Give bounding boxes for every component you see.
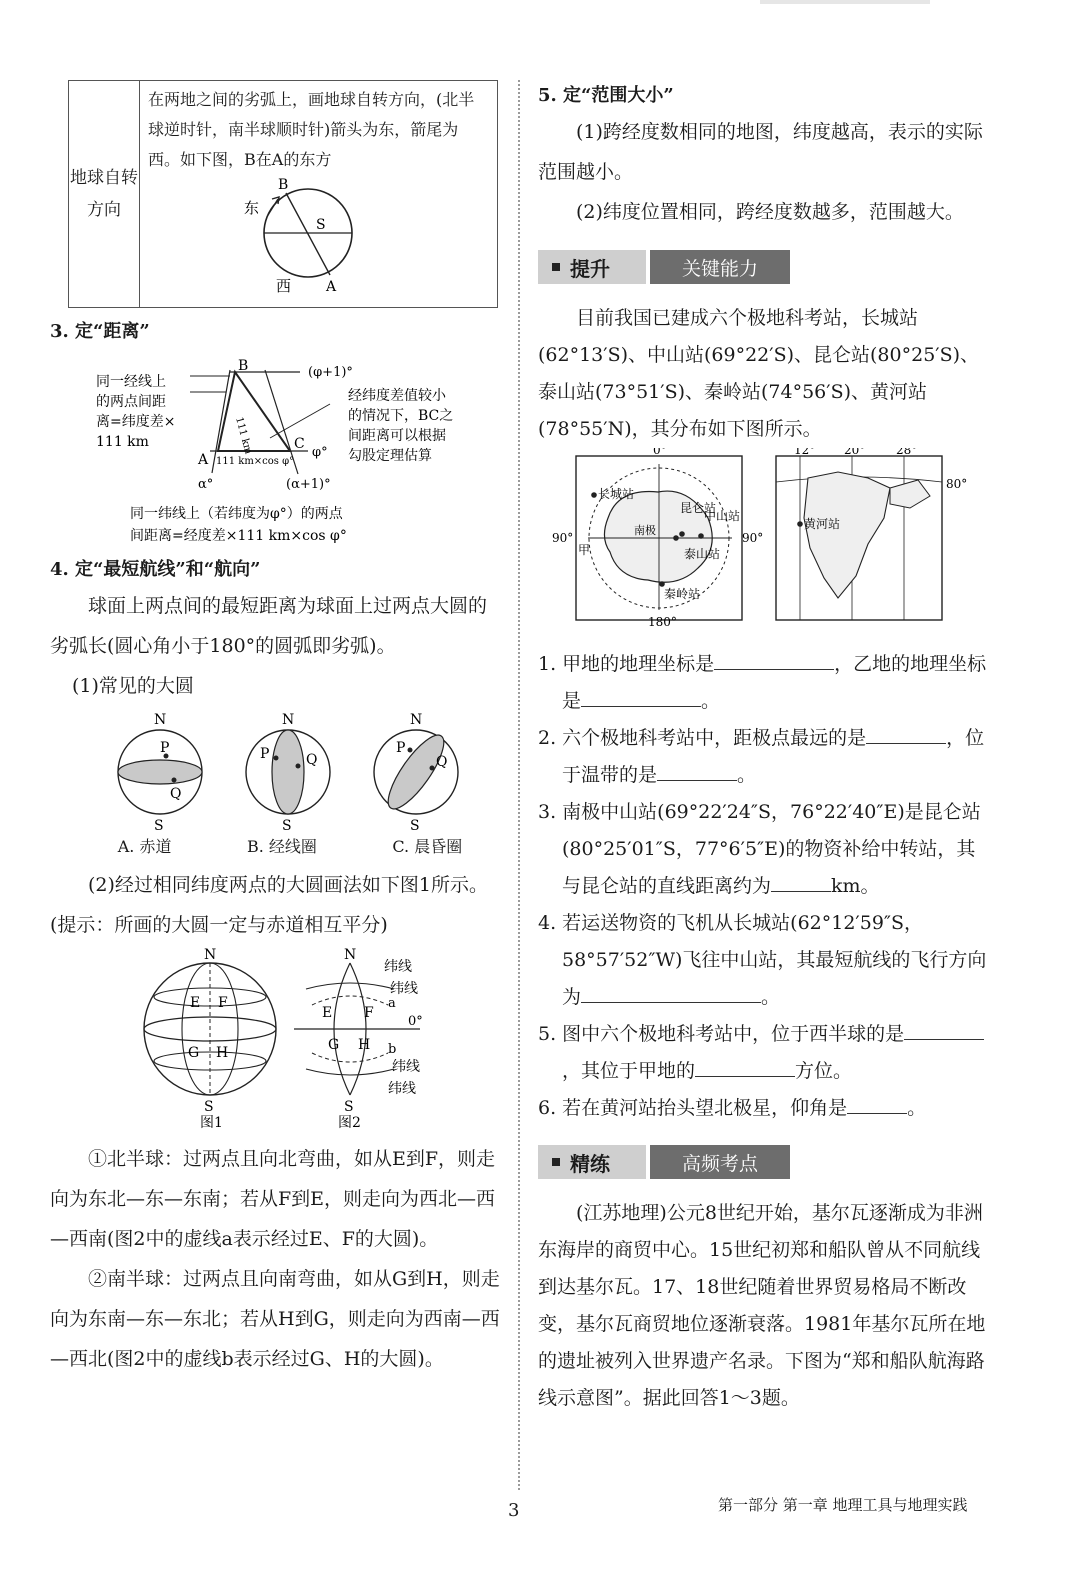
svg-text:P: P (396, 740, 406, 756)
dist-a-label: A (198, 452, 209, 468)
svg-text:同一经线上: 同一经线上 (96, 374, 166, 390)
sec4-sub2: (2)经过相同纬度两点的大圆画法如下图1所示。(提示：所画的大圆一定与赤道相互平分) (50, 874, 489, 936)
sec4-south: ②南半球：过两点且向南弯曲，如从G到H，则走向为东南—东—东北；若从H到G，则走向为西南—西—西北(图2中的虚线b表示经过G、H的大圆)。 (50, 1268, 500, 1370)
dist-ac-label: 111 km×cos φ° (216, 456, 295, 467)
svg-text:N: N (282, 712, 295, 728)
sec4-p1: 球面上两点间的最短距离为球面上过两点大圆的劣弧长(圆心角小于180°的圆弧即劣弧)。 (50, 595, 488, 657)
right-column (538, 80, 988, 1417)
answer-blank[interactable] (581, 684, 701, 707)
svg-text:纬线: 纬线 (390, 981, 418, 997)
svg-text:b: b (388, 1042, 397, 1057)
rotation-desc-text: 在两地之间的劣弧上，画地球自转方向，(北半球逆时针，南半球顺时针)箭头为东，箭尾为西。如下图，B在A的东方 (148, 90, 475, 169)
banner-high-freq: 精练 高频考点 (538, 1145, 988, 1179)
question-6: 6. 若在黄河站抬头望北极星，仰角是 。 (538, 1090, 988, 1127)
svg-text:28°: 28° (896, 448, 918, 457)
svg-text:12°: 12° (794, 448, 816, 457)
svg-text:0°: 0° (408, 1014, 423, 1029)
svg-text:F: F (364, 1005, 374, 1021)
dist-c-label: C (294, 436, 305, 452)
svg-text:90°: 90° (742, 531, 764, 545)
globe-captions (50, 834, 500, 857)
rotation-table-desc (140, 81, 498, 308)
svg-text:黄河站: 黄河站 (804, 517, 841, 531)
svg-text:经纬度差值较小: 经纬度差值较小 (348, 388, 446, 404)
svg-text:南极: 南极 (634, 524, 656, 537)
final-passage: (江苏地理)公元8世纪开始，基尔瓦逐渐成为非洲东海岸的商贸中心。15世纪初郑和船队曾从不同航线到达基尔瓦。17、18世纪随着世界贸易格局不断改变，基尔瓦商贸地位逐渐衰落。1981年基尔瓦所在地的遗址被列入世界遗产名录。下图为“郑和船队航海路线示意图”。据此回答1～3题。 (538, 1202, 986, 1409)
svg-text:N: N (204, 947, 217, 963)
svg-text:纬线: 纬线 (388, 1081, 416, 1097)
fig-west-label: 西 (276, 277, 292, 293)
svg-text:间距离可以根据: 间距离可以根据 (348, 428, 446, 444)
question-4: 4. 若运送物资的飞机从长城站(62°12′59″S，58°57′52″W)飞往中山站，其最短航线的飞行方向为 。 (538, 912, 987, 1008)
svg-text:同一纬线上（若纬度为φ°）的两点: 同一纬线上（若纬度为φ°）的两点 (130, 506, 343, 522)
answer-blank[interactable] (657, 758, 737, 781)
svg-text:中山站: 中山站 (704, 509, 741, 523)
question-3: 3. 南极中山站(69°22′24″S，76°22′40″E)是昆仑站(80°25′01″S，77°6′5″E)的物资补给中转站，其与昆仑站的直线距离约为 km。 (538, 801, 981, 897)
svg-text:P: P (260, 746, 270, 762)
svg-text:a: a (388, 996, 396, 1011)
svg-text:泰山站: 泰山站 (684, 547, 721, 561)
left-column (50, 80, 500, 1379)
svg-text:P: P (160, 740, 170, 756)
figure-1 (144, 947, 276, 1131)
note-meridian (96, 373, 175, 450)
top-rule (760, 0, 930, 4)
svg-text:间距离=经度差×111 km×cos φ°: 间距离=经度差×111 km×cos φ° (130, 528, 347, 544)
dist-alpha-label: α° (198, 477, 214, 492)
distance-figure (50, 348, 500, 548)
column-divider (518, 80, 520, 1490)
intro-text: 目前我国已建成六个极地科考站，长城站(62°13′S)、中山站(69°22′S)、昆仑站(80°25′S)、泰山站(73°51′S)、秦岭站(74°56′S)、黄河站(78°55′N)，其分布如下图所示。 (538, 307, 980, 440)
svg-text:N: N (154, 712, 167, 728)
question-list (538, 646, 988, 1127)
sec5-title: 5. 定“范围大小” (538, 85, 674, 106)
svg-text:H: H (358, 1037, 371, 1053)
svg-text:20°: 20° (844, 448, 866, 457)
svg-text:纬线: 纬线 (384, 959, 412, 975)
sec5-p1: (1)跨经度数相同的地图，纬度越高，表示的实际范围越小。 (538, 121, 983, 183)
svg-text:H: H (216, 1045, 229, 1061)
globe-meridian (246, 712, 330, 834)
svg-text:90°: 90° (552, 531, 574, 545)
svg-text:图2: 图2 (338, 1115, 361, 1131)
svg-text:S: S (204, 1099, 214, 1115)
svg-text:E: E (190, 995, 201, 1011)
rotation-table (68, 80, 498, 308)
dist-phi-label: φ° (312, 445, 328, 460)
page-number: 3 (508, 1500, 520, 1521)
svg-text:E: E (322, 1005, 333, 1021)
sec4-title: 4. 定“最短航线”和“航向” (50, 559, 261, 580)
svalbard-map (776, 448, 967, 620)
svg-text:Q: Q (436, 754, 448, 770)
answer-blank[interactable] (771, 869, 831, 892)
svg-text:S: S (344, 1099, 354, 1115)
svg-text:的两点间距: 的两点间距 (96, 394, 166, 410)
svg-text:S: S (410, 818, 420, 834)
answer-blank[interactable] (695, 1054, 795, 1077)
great-circles-figure (50, 706, 500, 836)
dist-111-label: 111 km (233, 415, 254, 456)
banner-square-icon (552, 263, 560, 271)
answer-blank[interactable] (904, 1017, 984, 1040)
caption-meridian: B. 经线圈 (246, 837, 317, 856)
fig-a-label: A (326, 279, 337, 293)
rotation-circle-figure (148, 175, 488, 293)
dist-phi1-label: (φ+1)° (308, 365, 353, 380)
sec5-p2: (2)纬度位置相同，跨经度数越多，范围越大。 (576, 201, 964, 223)
question-2: 2. 六个极地科考站中，距极点最远的是 ，位于温带的是 。 (538, 720, 988, 794)
svg-text:纬线: 纬线 (392, 1059, 420, 1075)
svg-text:80°: 80° (946, 477, 968, 491)
svg-text:图1: 图1 (200, 1115, 223, 1131)
svg-text:秦岭站: 秦岭站 (664, 587, 701, 601)
note-pythagoras (348, 387, 453, 464)
answer-blank[interactable] (714, 647, 834, 670)
svg-text:0°: 0° (653, 448, 667, 457)
svg-text:G: G (328, 1037, 340, 1053)
svg-text:Q: Q (306, 752, 318, 768)
svg-text:111 km: 111 km (96, 434, 149, 450)
fig-b-label: B (278, 177, 289, 193)
svg-text:S: S (282, 818, 292, 834)
answer-blank[interactable] (581, 980, 761, 1003)
svg-text:Q: Q (170, 786, 182, 802)
dist-alpha1-label: (α+1)° (286, 477, 331, 492)
svg-text:N: N (410, 712, 423, 728)
note-parallel (130, 505, 347, 544)
question-1: 1. 甲地的地理坐标是 ，乙地的地理坐标是 。 (538, 646, 988, 720)
svg-text:S: S (154, 818, 164, 834)
globe-equator (118, 712, 202, 834)
antarctica-map (552, 448, 763, 628)
sec3-title: 3. 定“距离” (50, 321, 150, 342)
polar-stations-maps (538, 448, 988, 628)
svg-text:F: F (218, 995, 228, 1011)
svg-text:180°: 180° (648, 615, 677, 628)
svg-text:G: G (188, 1045, 200, 1061)
fig-east-label: 东 (244, 199, 260, 217)
fig-s-label: S (316, 217, 326, 233)
svg-text:的情况下，BC之: 的情况下，BC之 (348, 408, 454, 424)
dist-b-label: B (238, 358, 249, 374)
chapter-footer: 第一部分 第一章 地理工具与地理实践 (718, 1496, 968, 1514)
sec4-north: ①北半球：过两点且向北弯曲，如从E到F，则走向为东北—东—东南；若从F到E，则走向为西北—西—西南(图2中的虚线a表示经过E、F的大圆)。 (50, 1148, 496, 1250)
globe-terminator (374, 712, 458, 834)
caption-terminator: C. 晨昏圈 (392, 837, 463, 856)
svg-text:长城站: 长城站 (598, 487, 635, 501)
rotation-table-name: 地球自转方向 (69, 81, 140, 308)
banner-key-ability: 提升 关键能力 (538, 250, 988, 284)
question-5: 5. 图中六个极地科考站中，位于西半球的是，其位于甲地的 方位。 (538, 1016, 988, 1090)
svg-text:N: N (344, 947, 357, 963)
figure-2 (294, 947, 423, 1131)
svg-text:昆仑站: 昆仑站 (680, 501, 717, 515)
caption-equator: A. 赤道 (117, 837, 172, 856)
answer-blank[interactable] (866, 721, 946, 744)
answer-blank[interactable] (847, 1091, 907, 1114)
sec4-sub1: (1)常见的大圆 (72, 675, 194, 697)
svg-text:甲: 甲 (578, 543, 591, 557)
great-circle-drawing-figure (50, 945, 500, 1135)
svg-text:勾股定理估算: 勾股定理估算 (348, 448, 432, 464)
svg-text:离=纬度差×: 离=纬度差× (96, 414, 176, 430)
banner-square-icon (552, 1158, 560, 1166)
